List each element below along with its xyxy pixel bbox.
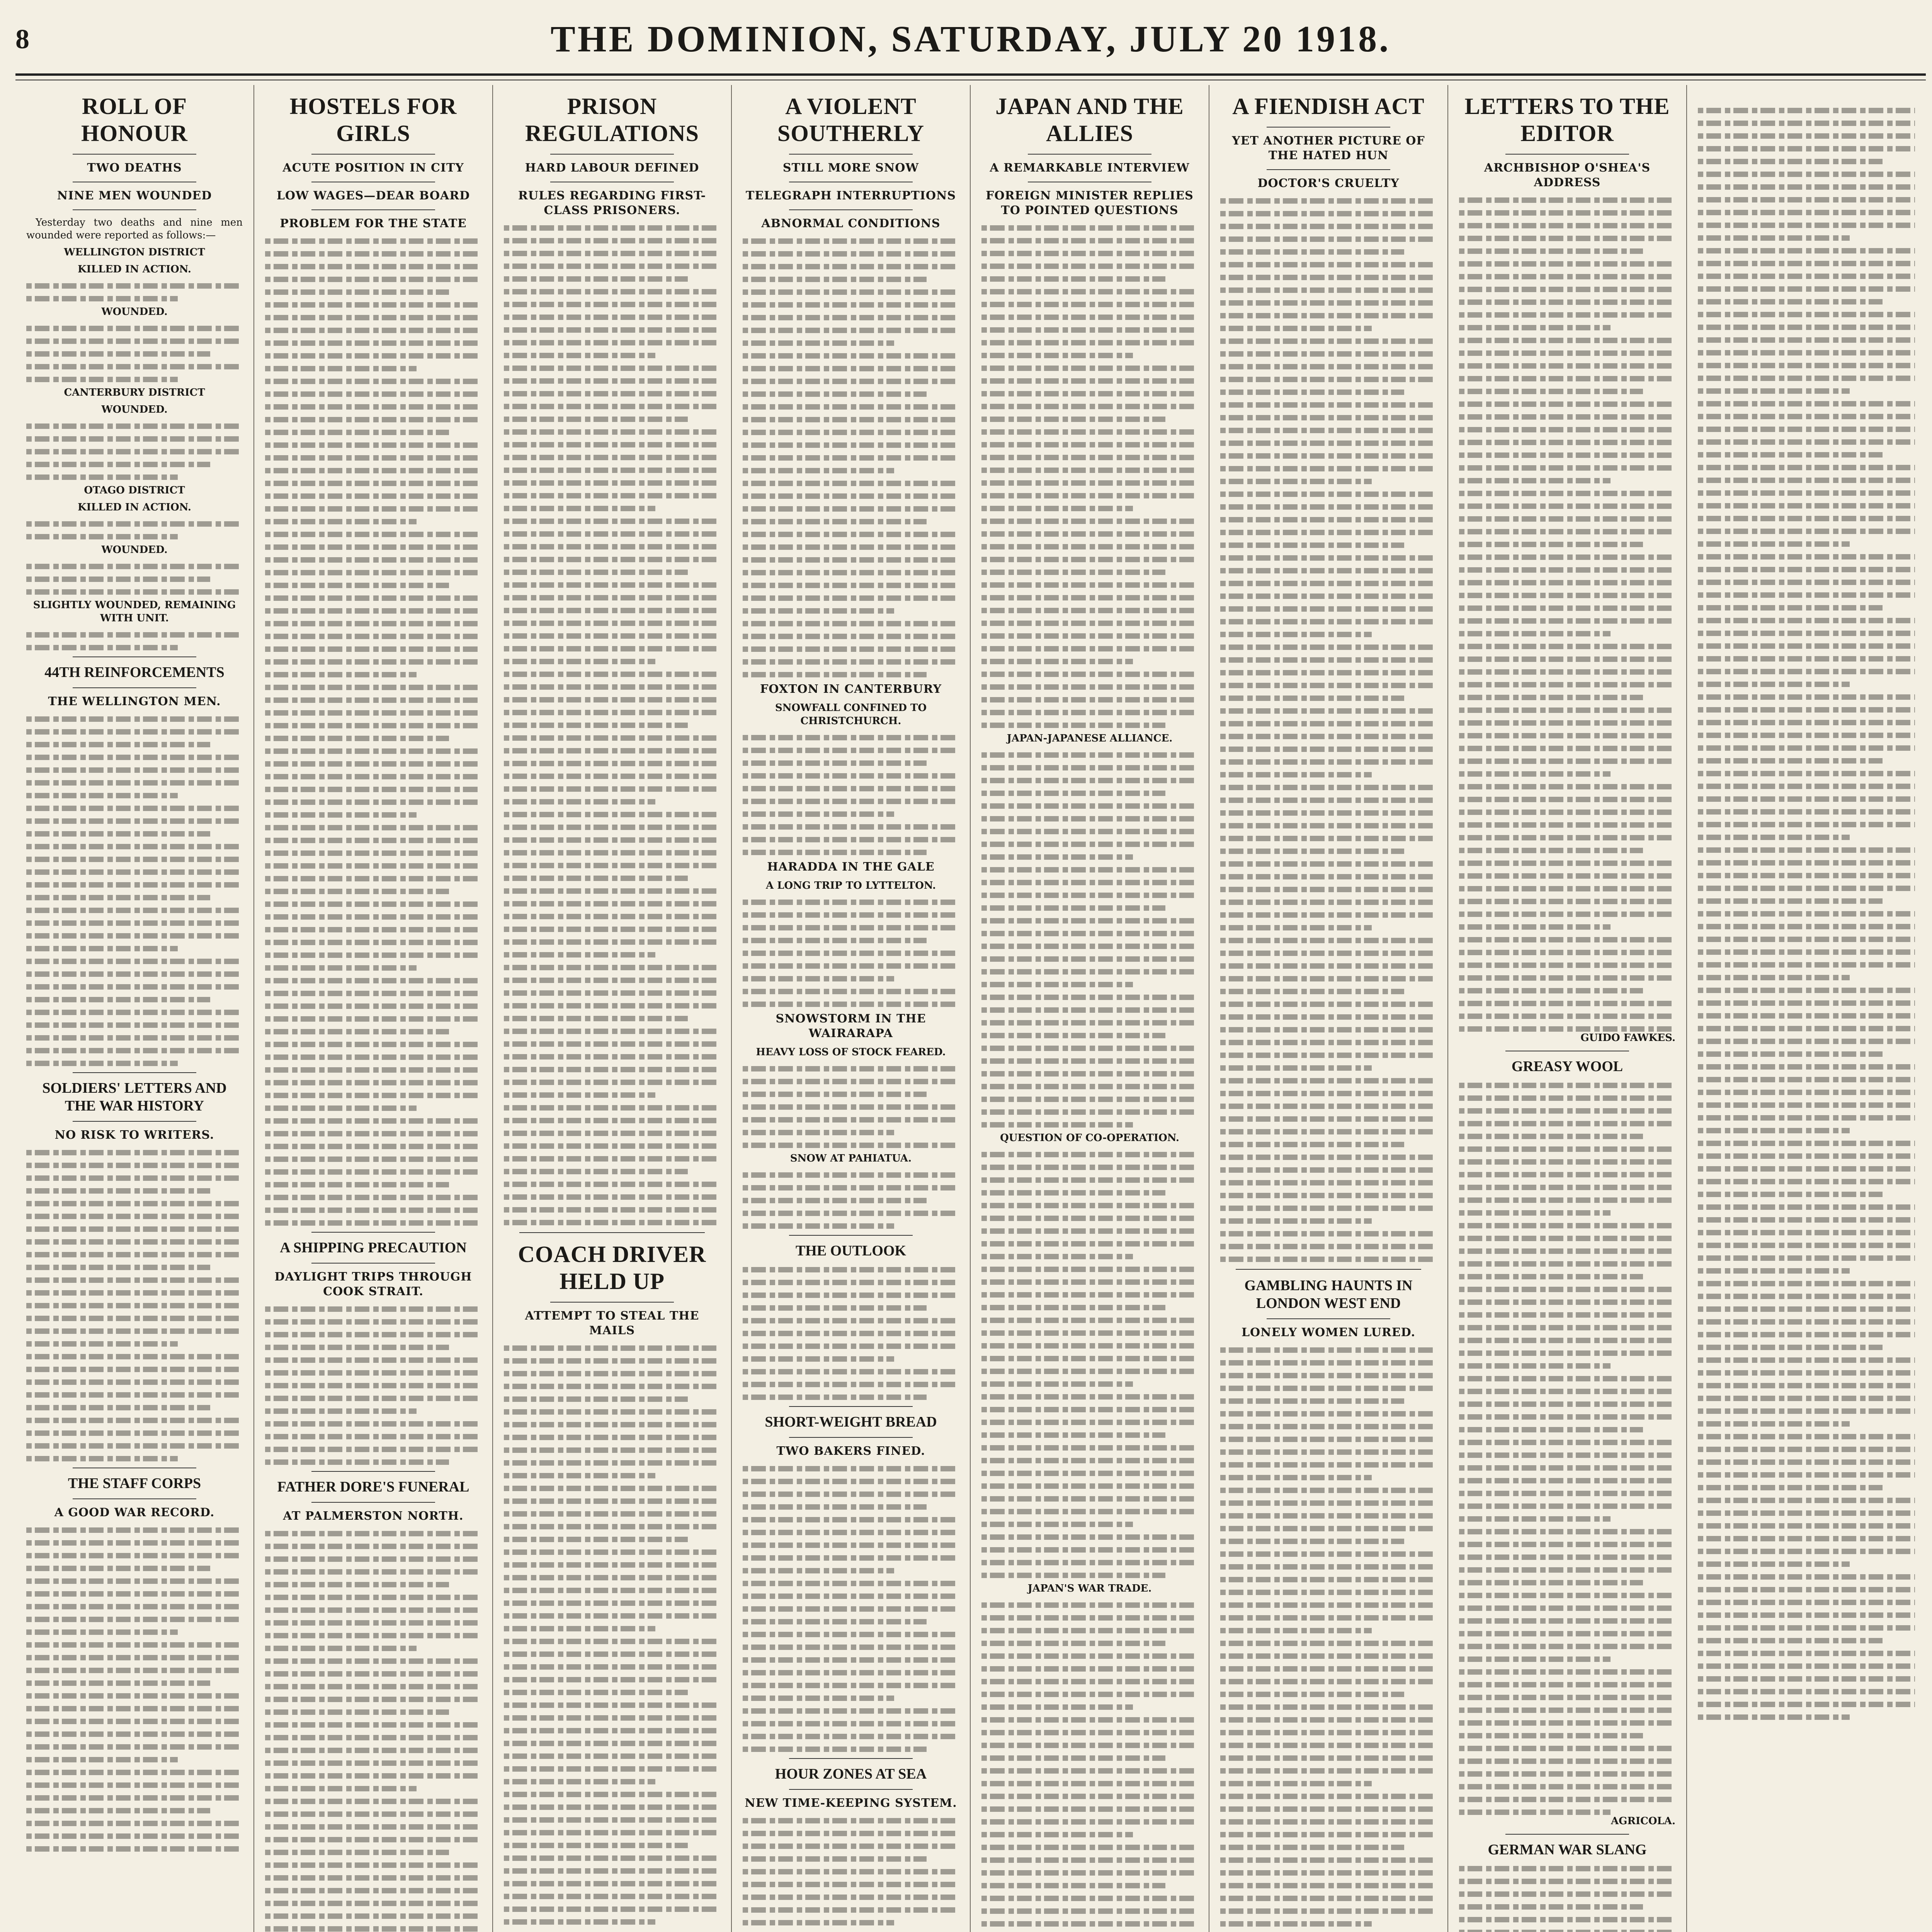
divider	[789, 1235, 913, 1236]
divider	[311, 154, 435, 155]
killed-label: KILLED IN ACTION.	[78, 264, 191, 275]
subhead-hated-hun: YET ANOTHER PICTURE OF THE HATED HUN	[1232, 134, 1425, 162]
text-block	[265, 238, 481, 1226]
text-block	[504, 1345, 720, 1932]
headline-japan: JAPAN AND THE ALLIES	[995, 94, 1184, 146]
wounded-label: WOUNDED.	[101, 404, 168, 415]
subhead-snow: STILL MORE SNOW	[782, 161, 919, 175]
header-rule	[15, 73, 1926, 80]
headline-bread: SHORT-WEIGHT BREAD	[765, 1414, 937, 1430]
text-block	[26, 632, 243, 650]
wounded-label: WOUNDED.	[101, 306, 168, 318]
headline-soldiers-letters: SOLDIERS' LETTERS AND THE WAR HISTORY	[42, 1080, 227, 1114]
text-block	[981, 225, 1198, 728]
divider	[550, 1302, 674, 1303]
subhead-palmerston: AT PALMERSTON NORTH.	[283, 1509, 464, 1523]
subhead-bakers: TWO BAKERS FINED.	[776, 1444, 925, 1458]
divider	[789, 1406, 913, 1407]
column-2	[254, 85, 493, 1932]
headline-funeral: FATHER DORE'S FUNERAL	[277, 1479, 469, 1495]
roll-intro: Yesterday two deaths and nine men wounded were reported as follows:—	[26, 217, 243, 241]
text-block	[1220, 1347, 1437, 1932]
divider	[1505, 154, 1629, 155]
page-number: 8	[15, 24, 29, 54]
text-block	[743, 1818, 959, 1932]
divider	[73, 154, 196, 155]
divider	[73, 687, 196, 688]
headline-coach: COACH DRIVER HELD UP	[518, 1242, 706, 1294]
divider	[1236, 1269, 1421, 1270]
subhead-timekeeping: NEW TIME-KEEPING SYSTEM.	[745, 1796, 957, 1810]
divider	[1267, 1318, 1390, 1319]
divider	[311, 209, 435, 210]
text-block	[743, 238, 959, 677]
divider	[550, 154, 674, 155]
text-block	[981, 752, 1198, 1128]
divider	[73, 209, 196, 210]
section-alliance: JAPAN-JAPANESE ALLIANCE.	[1007, 733, 1173, 744]
text-block	[1459, 1866, 1675, 1932]
text-block	[26, 1527, 243, 1852]
divider	[73, 1072, 196, 1073]
text-block	[26, 521, 243, 539]
text-block	[504, 225, 720, 1225]
divider	[311, 1232, 435, 1233]
text-block	[265, 1531, 481, 1932]
text-block	[26, 716, 243, 1066]
column-5	[971, 85, 1209, 1932]
headline-reinforcements: 44TH REINFORCEMENTS	[44, 664, 224, 680]
signature-agricola: AGRICOLA.	[1611, 1815, 1675, 1827]
headline-roll-of-honour: ROLL OF HONOUR	[81, 94, 188, 146]
subhead-mails: ATTEMPT TO STEAL THE MAILS	[525, 1309, 699, 1337]
divider	[1267, 169, 1390, 170]
foxton-sub: SNOWFALL CONFINED TO CHRISTCHURCH.	[775, 702, 927, 727]
column-6	[1209, 85, 1448, 1932]
text-block	[1698, 108, 1915, 1720]
wounded-label: WOUNDED.	[101, 544, 168, 556]
headline-greasy-wool: GREASY WOOL	[1511, 1058, 1623, 1075]
divider	[789, 1789, 913, 1790]
subhead-interview: A REMARKABLE INTERVIEW	[990, 161, 1190, 175]
subhead-daylight: DAYLIGHT TRIPS THROUGH COOK STRAIT.	[274, 1270, 472, 1298]
district-canterbury: CANTERBURY DISTRICT	[64, 387, 205, 398]
column-3	[493, 85, 732, 1932]
headline-gambling: GAMBLING HAUNTS IN LONDON WEST END	[1244, 1277, 1413, 1311]
headline-letters: LETTERS TO THE EDITOR	[1464, 94, 1670, 146]
subhead-no-risk: NO RISK TO WRITERS.	[54, 1128, 214, 1142]
text-block	[26, 283, 243, 301]
text-block	[743, 900, 959, 1007]
subhead-abnormal: ABNORMAL CONDITIONS	[761, 217, 940, 230]
wairarapa-sub: HEAVY LOSS OF STOCK FEARED.	[756, 1046, 946, 1058]
column-8	[1687, 85, 1926, 1932]
subhead-war-record: A GOOD WAR RECORD.	[54, 1506, 215, 1519]
slightly-wounded-label: SLIGHTLY WOUNDED, REMAINING WITH UNIT.	[33, 599, 236, 624]
pahiatua-label: SNOW AT PAHIATUA.	[790, 1153, 912, 1164]
district-wellington: WELLINGTON DISTRICT	[64, 247, 205, 258]
subhead-rules: RULES REGARDING FIRST-CLASS PRISONERS.	[518, 189, 706, 217]
headline-hostels: HOSTELS FOR GIRLS	[289, 94, 457, 146]
text-block	[743, 1172, 959, 1229]
district-otago: OTAGO DISTRICT	[84, 485, 185, 496]
divider	[73, 1121, 196, 1122]
text-block	[981, 1602, 1198, 1932]
text-block	[1459, 197, 1675, 1032]
headline-southerly: A VIOLENT SOUTHERLY	[777, 94, 925, 146]
divider	[73, 656, 196, 657]
text-block	[743, 1466, 959, 1752]
divider	[311, 1263, 435, 1264]
column-1	[15, 85, 254, 1932]
text-block	[26, 564, 243, 595]
text-block	[743, 735, 959, 855]
text-block	[26, 1150, 243, 1461]
text-block	[743, 1066, 959, 1148]
subhead-nine-men: NINE MEN WOUNDED	[57, 189, 212, 202]
subhead-wairarapa: SNOWSTORM IN THE WAIRARAPA	[776, 1012, 926, 1040]
subhead-foxton: FOXTON IN CANTERBURY	[760, 682, 942, 696]
subhead-lonely: LONELY WOMEN LURED.	[1241, 1326, 1416, 1339]
subhead-archbishop: ARCHBISHOP O'SHEA'S ADDRESS	[1484, 161, 1651, 189]
headline-fiendish: A FIENDISH ACT	[1232, 94, 1425, 119]
divider	[789, 209, 913, 210]
divider	[519, 1232, 705, 1233]
killed-label: KILLED IN ACTION.	[78, 502, 191, 513]
headline-zones: HOUR ZONES AT SEA	[775, 1766, 927, 1782]
headline-shipping: A SHIPPING PRECAUTION	[280, 1240, 467, 1256]
divider	[311, 1502, 435, 1503]
section-war-trade: JAPAN'S WAR TRADE.	[1027, 1583, 1152, 1594]
subhead-problem: PROBLEM FOR THE STATE	[280, 217, 467, 230]
headline-prison: PRISON REGULATIONS	[525, 94, 699, 146]
subhead-two-deaths: TWO DEATHS	[87, 161, 182, 175]
subhead-harbour: HARADDA IN THE GALE	[767, 860, 935, 874]
divider	[789, 1437, 913, 1438]
text-block	[26, 423, 243, 480]
subhead-doctor: DOCTOR'S CRUELTY	[1257, 177, 1400, 190]
divider	[73, 1498, 196, 1499]
harbour-sub: A LONG TRIP TO LYTTELTON.	[765, 880, 936, 891]
divider	[789, 154, 913, 155]
newspaper-title: THE DOMINION, SATURDAY, JULY 20 1918.	[550, 18, 1391, 60]
columns	[15, 85, 1926, 1932]
subhead-hard-labour: HARD LABOUR DEFINED	[525, 161, 699, 175]
subhead-acute: ACUTE POSITION IN CITY	[282, 161, 464, 175]
divider	[311, 1471, 435, 1472]
subhead-telegraph: TELEGRAPH INTERRUPTIONS	[745, 189, 956, 202]
headline-german-slang: GERMAN WAR SLANG	[1488, 1842, 1647, 1858]
column-4	[732, 85, 971, 1932]
divider	[1505, 1834, 1629, 1835]
section-cooperation: QUESTION OF CO-OPERATION.	[1000, 1132, 1179, 1144]
divider	[1267, 127, 1390, 128]
text-block	[26, 326, 243, 382]
text-block	[743, 1267, 959, 1400]
text-block	[981, 1152, 1198, 1578]
subhead-low-wages: LOW WAGES—DEAR BOARD	[276, 189, 470, 202]
text-block	[1459, 1083, 1675, 1815]
subhead-wellington-men: THE WELLINGTON MEN.	[48, 695, 221, 708]
headline-outlook: THE OUTLOOK	[795, 1243, 906, 1259]
divider	[789, 1758, 913, 1759]
headline-staff-corps: THE STAFF CORPS	[68, 1475, 201, 1492]
text-block	[265, 1306, 481, 1465]
text-block	[1220, 198, 1437, 1262]
signature-guido: GUIDO FAWKES.	[1580, 1032, 1675, 1044]
subhead-foreign-minister: FOREIGN MINISTER REPLIES TO POINTED QUESTIONS	[986, 189, 1194, 217]
masthead	[0, 8, 1932, 70]
divider	[1028, 154, 1151, 155]
column-7	[1448, 85, 1687, 1932]
